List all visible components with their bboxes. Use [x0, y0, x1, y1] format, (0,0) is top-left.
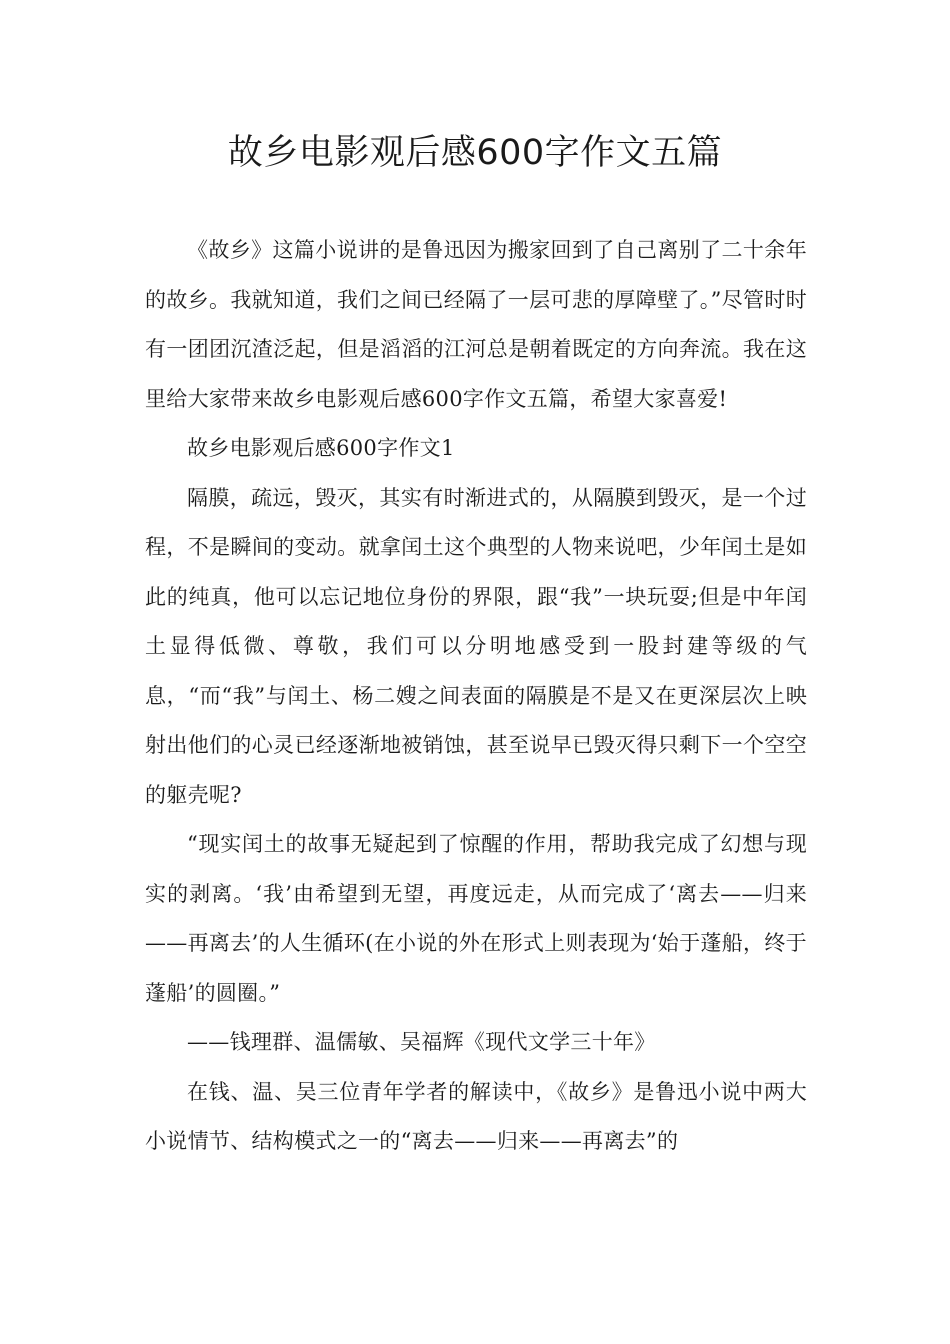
document-body [145, 226, 807, 1167]
intro-paragraph: 《故乡》这篇小说讲的是鲁迅因为搬家回到了自己离别了二十余年的故乡。我就知道，我们之间已经隔了一层可悲的厚障壁了。”尽管时时有一团团沉渣泛起，但是滔滔的江河总是朝着既定的方向奔流。我在这里给大家带来故乡电影观后感600字作文五篇，希望大家喜爱! [145, 238, 807, 411]
section-heading: 故乡电影观后感600字作文1 [187, 436, 455, 460]
document-title: 故乡电影观后感600字作文五篇 [227, 133, 723, 173]
body-paragraph: 在钱、温、吴三位青年学者的解读中，《故乡》是鲁迅小说中两大小说情节、结构模式之一的“离去——归来——再离去”的 [145, 1079, 807, 1153]
quote-attribution: ——钱理群、温儒敏、吴福辉《现代文学三十年》 [187, 1030, 656, 1054]
quote-paragraph: “现实闰土的故事无疑起到了惊醒的作用，帮助我完成了幻想与现实的剥离。‘我’由希望到无望，再度远走，从而完成了‘离去——归来——再离去’的人生循环(在小说的外在形式上则表现为‘始于蓬船，终于蓬船’的圆圈。” [145, 832, 807, 1005]
body-paragraph: 隔膜，疏远，毁灭，其实有时渐进式的，从隔膜到毁灭，是一个过程，不是瞬间的变动。就拿闰土这个典型的人物来说吧，少年闰土是如此的纯真，他可以忘记地位身份的界限，跟“我”一块玩耍;但是中年闰土显得低微、尊敬，我们可以分明地感受到一股封建等级的气息，“而“我”与闰土、杨二嫂之间表面的隔膜是不是又在更深层次上映射出他们的心灵已经逐渐地被销蚀，甚至说早已毁灭得只剩下一个空空的躯壳呢? [145, 485, 807, 807]
